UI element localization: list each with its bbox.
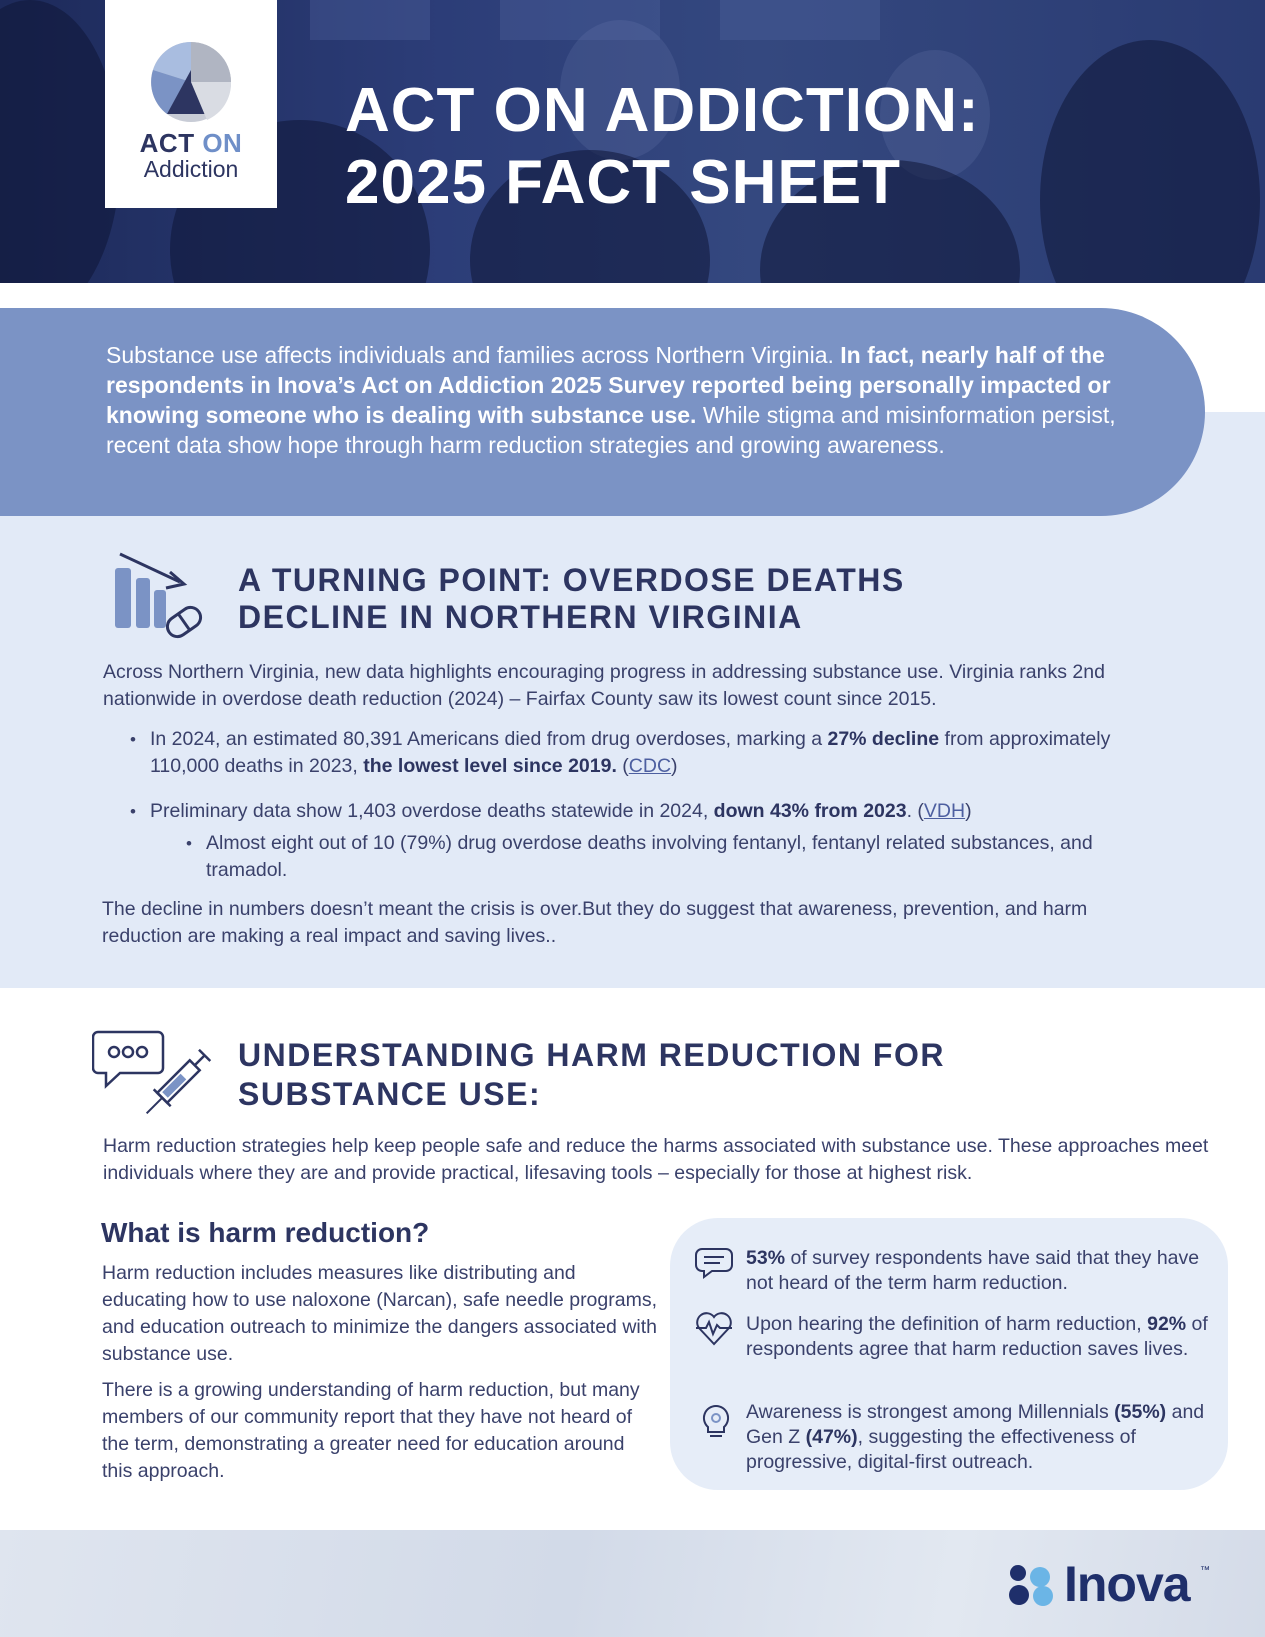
what-paragraph-2: There is a growing understanding of harm reduction, but many members of our community report that they have not heard of the term, demonstrating a greater need for education around this approach. [102, 1379, 640, 1482]
logo-mark-icon [145, 40, 237, 124]
section2-heading: UNDERSTANDING HARM REDUCTION FOR SUBSTANCE USE: [238, 1037, 945, 1112]
lightbulb-icon [696, 1402, 736, 1442]
stat-53-percent: 53% of survey respondents have said that they have not heard of the term harm reduction. [746, 1247, 1200, 1294]
section2-lead: Harm reduction strategies help keep people safe and reduce the harms associated with substance use. These approaches meet individuals where they are and provide practical, lifesaving tools – especially for those at highest risk. [103, 1135, 1209, 1184]
cdc-link[interactable]: CDC [628, 755, 672, 777]
logo-text-addiction: Addiction [143, 156, 239, 182]
section1-closing: The decline in numbers doesn’t meant the crisis is over.But they do suggest that awareness, prevention, and harm reduction are making a real impact and saving lives.. [102, 898, 1088, 947]
declining-chart-icon [112, 548, 212, 640]
heart-pulse-icon [694, 1308, 734, 1348]
what-is-harm-reduction-heading: What is harm reduction? [101, 1217, 430, 1248]
vdh-link[interactable]: VDH [923, 800, 966, 822]
act-on-addiction-logo [105, 0, 277, 208]
page-title: ACT ON ADDICTION: 2025 FACT SHEET [345, 76, 980, 217]
stat-92-percent: Upon hearing the definition of harm reduction, 92% of respondents agree that harm reduction saves lives. [746, 1313, 1208, 1360]
trademark-symbol: ™ [1200, 1565, 1210, 1576]
intro-paragraph: Substance use affects individuals and families across Northern Virginia. In fact, nearly half of the respondents in Inova’s Act on Addiction 2025 Survey reported being personally impacted or knowing someone who is dealing with substance use. While stigma and misinformation persist, recent data show hope through harm reduction strategies and growing awareness. [106, 342, 1116, 458]
chat-syringe-icon [92, 1028, 224, 1114]
bullet-cdc: • In 2024, an estimated 80,391 Americans died from drug overdoses, marking a 27% decline from approximately 110,000 deaths in 2023, the lowest level since 2019. (CDC) [150, 726, 1150, 780]
what-paragraph-1: Harm reduction includes measures like distributing and educating how to use naloxone (Narcan), safe needle programs, and education outreach to minimize the dangers associated with substance use. [102, 1262, 657, 1365]
stat-generations: Awareness is strongest among Millennials (55%) and Gen Z (47%), suggesting the effectiveness of progressive, digital-first outreach. [746, 1401, 1205, 1473]
logo-text-act-on: ACT ON [139, 128, 243, 158]
section1-lead: Across Northern Virginia, new data highlights encouraging progress in addressing substance use. Virginia ranks 2nd nationwide in overdose death reduction (2024) – Fairfax County saw its lowest count since 2015. [103, 661, 1105, 710]
section1-heading: A TURNING POINT: OVERDOSE DEATHS DECLINE IN NORTHERN VIRGINIA [238, 562, 905, 635]
inova-logo-wordmark: Inova [1064, 1556, 1190, 1612]
sub-bullet-fentanyl: • Almost eight out of 10 (79%) drug overdose deaths involving fentanyl, fentanyl related substances, and tramadol. [206, 830, 1106, 884]
speech-bubble-icon [694, 1243, 734, 1283]
inova-logo-mark-icon [1005, 1563, 1057, 1607]
bullet-vdh: • Preliminary data show 1,403 overdose deaths statewide in 2024, down 43% from 2023. (VDH) [150, 798, 1150, 825]
